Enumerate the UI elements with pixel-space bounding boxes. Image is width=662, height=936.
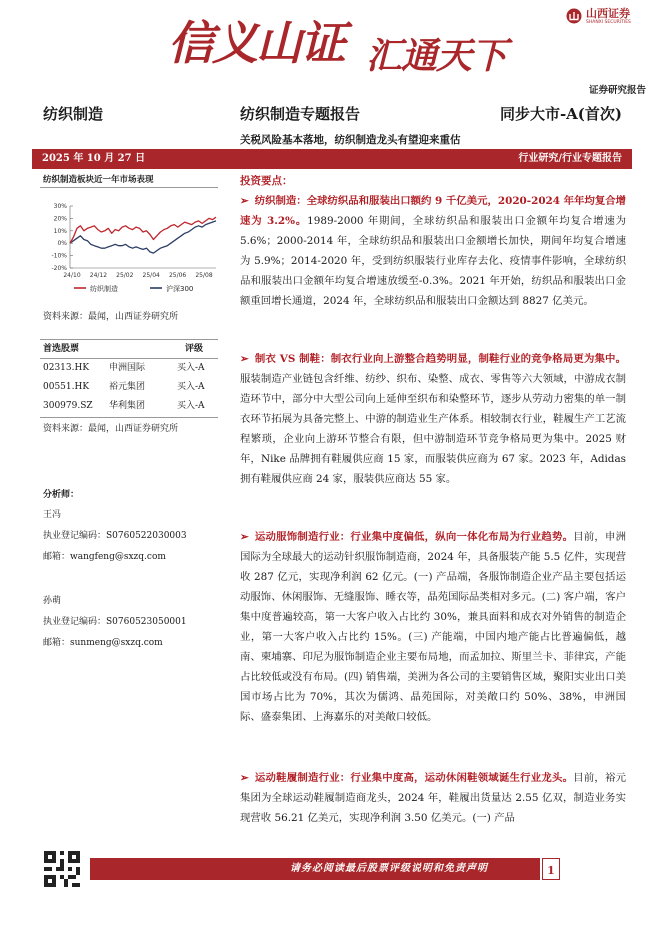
- y-tick-label: -20%: [51, 265, 67, 272]
- rating-title: 同步大市-A(首次): [499, 105, 622, 123]
- point-apparel-vs-footwear: [240, 349, 626, 509]
- bullet-arrow-icon: ➢: [240, 772, 249, 784]
- pick-name: 华利集团: [109, 401, 146, 411]
- chart-source: 资料来源：最闻，山西证券研究所: [43, 312, 179, 322]
- industry-title: 纺织制造: [43, 105, 104, 123]
- pick-rating: 买入-A: [177, 382, 205, 392]
- report-title: 纺织制造专题报告: [240, 105, 361, 123]
- point-lead: 纺织制造：全球纺织品和服装出口额约 9 千亿美元，2020-2024 年年均复合增速为 3.2%。: [240, 195, 626, 227]
- x-tick-label: 25/04: [142, 272, 160, 279]
- report-category: 行业研究/行业专题报告: [518, 153, 622, 164]
- report-date: 2025 年 10 月 27 日: [42, 153, 146, 164]
- picks-header-stock: 首选股票: [43, 344, 80, 354]
- x-tick-label: 25/06: [168, 272, 187, 279]
- brand-logo: [566, 6, 646, 28]
- x-tick-label: 24/10: [63, 272, 81, 279]
- analyst-email[interactable]: 邮箱：sunmeng@sxzq.com: [43, 638, 163, 648]
- picks-source: 资料来源：最闻，山西证券研究所: [43, 424, 179, 434]
- pick-code: 02313.HK: [43, 363, 90, 373]
- slogan-big: 信义山证: [168, 16, 344, 70]
- y-tick-label: 10%: [53, 227, 67, 235]
- analyst-license: 执业登记编码：S0760523050001: [43, 617, 187, 627]
- bullet-arrow-icon: ➢: [240, 353, 249, 365]
- point-sportswear: [240, 527, 626, 767]
- pick-name: 申洲国际: [109, 363, 146, 373]
- point-text: 目前，申洲国际为全球最大的运动针织服饰制造商，2024 年，具备服装产能 5.5 亿件，实现营收 287 亿元，实现净利润 62 亿元。(一) 产品端，各服饰制造企业产品主要包括运动服饰、休闲服饰、无缝服饰、睡衣等，晶苑国际品类相对多元。(二) 客户端，客户集中度普遍较高，第一大客户收入占比约 30%，兼具面料和成衣对外销售的制造企业，第一大客户收入占比约 15%。(三) 产能端，中国内地产能占比普遍偏低，越南、柬埔寨、印尼为服饰制造企业主要布局地，而孟加拉、斯里兰卡、菲律宾，产能占比较低或没有布局。(四) 销售端，美洲为各公司的主要销售区域，聚阳实业出口美国市场占比为 70%，其次为儒鸿、晶苑国际，对美敞口约 50%、38%，申洲国际、盛泰集团、上海嘉乐的对美敞口较低。: [240, 531, 626, 723]
- x-tick-label: 24/12: [89, 272, 108, 279]
- pick-row: [43, 378, 215, 397]
- y-tick-label: 0%: [57, 240, 67, 248]
- chart-title: 纺织制造板块近一年市场表现: [43, 175, 154, 185]
- qr-code-icon: [44, 851, 80, 887]
- analyst-license: 执业登记编码：S0760522030003: [43, 531, 187, 541]
- analyst-email[interactable]: 邮箱：wangfeng@sxzq.com: [43, 552, 166, 562]
- point-textile: [240, 191, 626, 351]
- brand-name: 山西证券: [586, 7, 630, 20]
- pick-rating: 买入-A: [177, 401, 205, 411]
- header-banner: [0, 0, 662, 100]
- x-tick-label: 25/02: [116, 272, 134, 279]
- pick-code: 00551.HK: [43, 382, 90, 392]
- y-tick-label: -10%: [51, 252, 67, 260]
- pick-code: 300979.SZ: [43, 401, 93, 411]
- brand-logo-icon: [566, 8, 582, 24]
- bullet-arrow-icon: ➢: [240, 531, 249, 543]
- report-subtitle: 关税风险基本落地，纺织制造龙头有望迎来重估: [240, 134, 461, 146]
- pick-rating: 买入-A: [177, 363, 205, 373]
- point-text: 目前，裕元集团为全球运动鞋履制造商龙头，2024 年，鞋履出货量达 2.55 亿双，制造业务实现营收 56.21 亿美元，实现净利润 3.50 亿美元。(一) 产品: [240, 772, 626, 824]
- series-line: [70, 217, 216, 243]
- bullet-arrow-icon: ➢: [240, 195, 249, 207]
- brand-english: SHANXI SECURITIES: [586, 20, 631, 25]
- series-line: [70, 221, 216, 253]
- point-text: 1989-2000 年期间，全球纺织品和服装出口金额年均复合增速为 5.6%；2000-2014 年，全球纺织品和服装出口金额增长加快，期间年均复合增速为 5.9%；2014-2020 年，受到纺织服装行业库存去化、疫情事件影响，全球纺织品和服装出口金额年均复合增速放缓至-0.3%。2021 年开始，纺织品和服装出口金额重回增长通道，2024 年，全球纺织品和服装出口金额达到 8827 亿美元。: [240, 215, 626, 307]
- footer-bar: [90, 858, 540, 880]
- y-tick-label: 30%: [53, 203, 67, 210]
- pick-name: 裕元集团: [109, 382, 146, 392]
- report-kind: 证券研究报告: [588, 85, 646, 96]
- y-tick-label: 20%: [53, 215, 67, 223]
- page-number-box: [542, 858, 560, 880]
- legend-label: 沪深300: [166, 285, 194, 293]
- pick-row: [43, 359, 215, 378]
- pick-row: [43, 397, 215, 416]
- point-lead: 运动服饰制造行业：行业集中度偏低，纵向一体化布局为行业趋势。: [254, 531, 574, 543]
- slogan-small: 汇通天下: [366, 35, 507, 77]
- divider: [40, 417, 218, 418]
- page-number: 1: [547, 864, 555, 877]
- divider: [40, 187, 218, 188]
- analyst-name: 王冯: [43, 510, 62, 520]
- body-heading: 投资要点：: [240, 175, 293, 187]
- analyst-name: 孙萌: [43, 596, 62, 606]
- analyst-heading: 分析师：: [43, 490, 80, 500]
- footer-notice[interactable]: 请务必阅读最后股票评级说明和免责声明: [290, 863, 488, 874]
- picks-header-rating: 评级: [185, 344, 204, 354]
- point-footwear: [240, 768, 626, 828]
- point-lead: 制衣 VS 制鞋：制衣行业向上游整合趋势明显，制鞋行业的竞争格局更为集中。: [254, 353, 626, 365]
- date-bar: [32, 149, 632, 169]
- picks-header: [43, 340, 215, 359]
- point-text: 服装制造产业链包含纤维、纺纱、织布、染整、成衣、零售等六大领域，中游成衣制造环节中，部分中大型公司向上延伸至织布和染整环节，逐步从劳动力密集的单一制衣环节拓展为具备完整上、中游的制造业生产体系。相较制衣行业，鞋履生产工艺流程繁琐，企业向上游环节整合有限，但中游制造环节竞争格局更为集中。2025 财年，Nike 品牌拥有鞋履供应商 15 家，而服装供应商为 67 家。2023 年，Adidas 拥有鞋履供应商 24 家，服装供应商达 55 家。: [240, 373, 626, 485]
- performance-chart: [40, 190, 220, 305]
- point-lead: 运动鞋履制造行业：行业集中度高，运动休闲鞋领域诞生行业龙头。: [254, 772, 574, 784]
- x-tick-label: 25/08: [195, 272, 213, 279]
- legend-label: 纺织制造: [90, 285, 118, 293]
